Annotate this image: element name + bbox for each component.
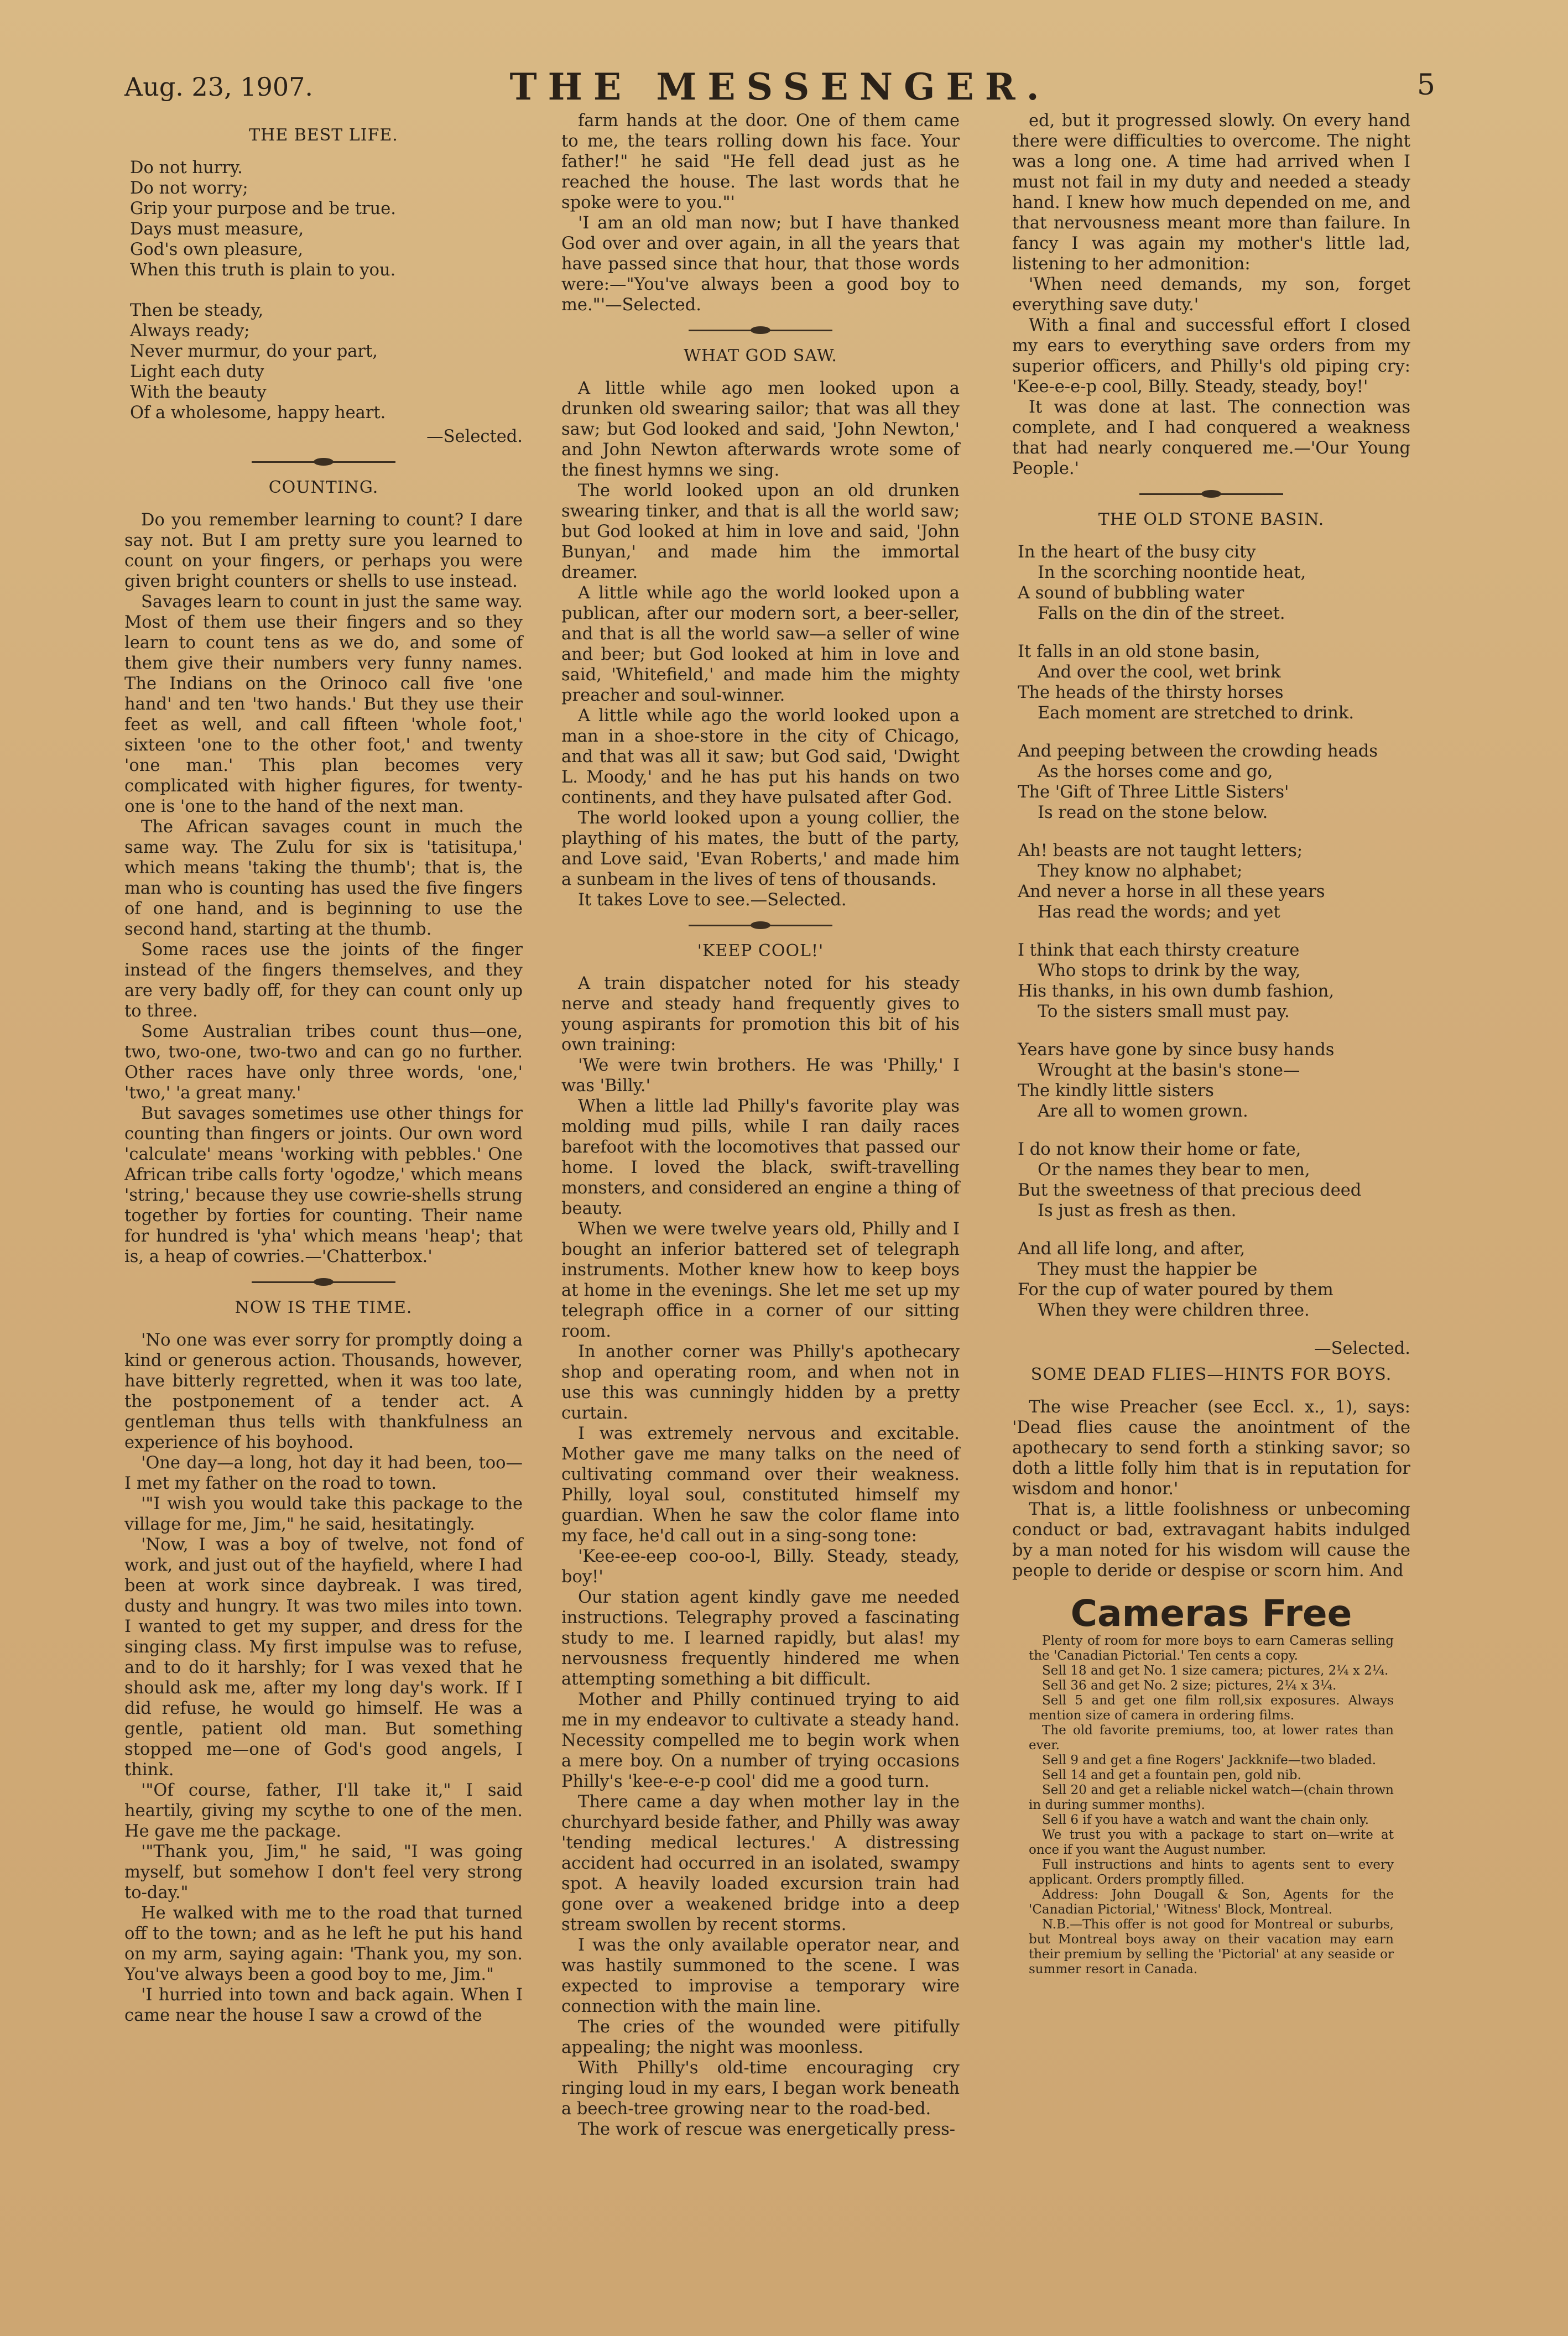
poem-stanza xyxy=(1018,1040,1410,1122)
poem-line: The 'Gift of Three Little Sisters' xyxy=(1018,783,1289,802)
paragraph: Mother and Philly continued trying to aid me in my endeavor to cultivate a steady hand. Necessity compelled me to begin work when a mere boy. On a number of trying occasions Philly's 'kee-e-e-p cool' did me a good turn. xyxy=(561,1690,960,1791)
paragraph: But savages sometimes use other things for counting than fingers or joints. Our own word 'calculate' means 'working with pebbles.' One African tribe calls forty 'ogodze,' which means 'string,' because they use cowrie-shells strung together by forties for counting. Their name for hundred is 'yha' which means 'heap'; that is, a heap of cowries.—'Chatterbox.' xyxy=(124,1104,523,1266)
paragraph: I was extremely nervous and excitable. Mother gave me many talks on the need of cultivating command over their weakness. Philly, loyal soul, constituted himself my guardian. When he saw the color flame into my face, he'd call out in a sing-song tone: xyxy=(561,1424,960,1546)
cameras-advertisement xyxy=(1012,1592,1410,1977)
page-number: 5 xyxy=(1416,69,1435,102)
masthead xyxy=(124,65,1435,109)
paragraph: '"Of course, father, I'll take it," I said heartily, giving my scythe to one of the men. He gave me the package. xyxy=(124,1781,523,1841)
paragraph: Sell 20 and get a reliable nickel watch—(chain thrown in during summer months). xyxy=(1029,1783,1394,1812)
poem-line: Has read the words; and yet xyxy=(1038,903,1280,922)
poem-line: They know no alphabet; xyxy=(1038,862,1243,881)
poem-line: Of a wholesome, happy heart. xyxy=(130,403,386,423)
poem-line: Grip your purpose and be true. xyxy=(130,199,397,218)
paragraph: There came a day when mother lay in the churchyard beside father, and Philly was away 'tending medical lectures.' A distressing accident had occurred in an isolated, swampy spot. A heavily loaded excursion train had gone over a weakened bridge into a deep stream swollen by recent storms. xyxy=(561,1792,960,1934)
paragraph: Sell 18 and get No. 1 size camera; pictures, 2¼ x 2¼. xyxy=(1042,1664,1389,1678)
article-title-now: NOW IS THE TIME. xyxy=(235,1298,413,1317)
poem-stanza xyxy=(1018,1239,1410,1321)
paragraph: The world looked upon an old drunken swearing tinker, and that is all the world saw; but God looked at him in love and said, 'John Bunyan,' and made him the immortal dreamer. xyxy=(561,481,960,582)
paragraph: The world looked upon a young collier, the plaything of his mates, the butt of the party, and Love said, 'Evan Roberts,' and made him a sunbeam in the lives of tens of thousands. xyxy=(561,809,960,889)
column-1 xyxy=(124,111,523,2026)
paragraph: Sell 5 and get one film roll,six exposures. Always mention size of camera in ordering films. xyxy=(1029,1693,1394,1723)
poem-line: The kindly little sisters xyxy=(1018,1081,1214,1101)
poem-line: Who stops to drink by the way, xyxy=(1038,961,1301,981)
paragraph: We trust you with a package to start on—write at once if you want the August number. xyxy=(1029,1828,1394,1857)
poem-line: Or the names they bear to men, xyxy=(1038,1160,1310,1180)
paragraph: I was the only available operator near, and was hastily summoned to the scene. I was expected to improvise a temporary wire connection with the main line. xyxy=(561,1936,960,2016)
poem-stanza xyxy=(130,300,523,423)
poem-stanza xyxy=(1018,542,1410,624)
paragraph: Our station agent kindly gave me needed instructions. Telegraphy proved a fascinating study to me. I learned rapidly, but alas! my nervousness frequently hindered me when attempting something a bit difficult. xyxy=(561,1588,960,1689)
poem-line: It falls in an old stone basin, xyxy=(1018,642,1260,661)
article-body-keep-cool xyxy=(561,973,960,2140)
poem-line: When this truth is plain to you. xyxy=(130,260,396,280)
article-body-now xyxy=(124,1330,523,2026)
paragraph: Sell 9 and get a fine Rogers' Jackknife—two bladed. xyxy=(1042,1753,1377,1767)
poem-old-stone-basin xyxy=(1018,542,1410,1321)
section-divider xyxy=(689,925,832,926)
column-2 xyxy=(561,111,960,2140)
article-body-flies xyxy=(1012,1397,1410,1581)
paragraph: 'One day—a long, hot day it had been, too—I met my father on the road to town. xyxy=(124,1453,523,1493)
paragraph: N.B.—This offer is not good for Montreal or suburbs, but Montreal boys away on their vacation may earn their premium by selling the 'Pictorial' at any seaside or summer resort in Canada. xyxy=(1029,1917,1394,1977)
poem-line: Are all to women grown. xyxy=(1038,1102,1248,1121)
ad-title: Cameras Free xyxy=(1070,1592,1352,1635)
paragraph: That is, a little foolishness or unbecoming conduct or bad, extravagant habits indulged by a man noted for his wisdom will cause the people to deride or despise or scorn him. And xyxy=(1012,1500,1410,1581)
poem-stanza xyxy=(1018,940,1410,1022)
paragraph: Full instructions and hints to agents sent to every applicant. Orders promptly filled. xyxy=(1029,1858,1394,1887)
poem-signature: —Selected. xyxy=(426,427,523,446)
poem-signature: —Selected. xyxy=(1314,1339,1410,1358)
article-title-counting: COUNTING. xyxy=(268,478,379,497)
poem-line: When they were children three. xyxy=(1038,1301,1310,1320)
article-body-god-saw xyxy=(561,378,960,910)
paragraph: A little while ago the world looked upon a man in a shoe-store in the city of Chicago, and that was all it saw; but God said, 'Dwight L. Moody,' and he has put his hands on two continents, and they have pulsated after God. xyxy=(561,706,960,807)
poem-stanza xyxy=(1018,642,1410,723)
poem-line: Is read on the stone below. xyxy=(1038,803,1268,822)
paragraph: It was done at last. The connection was complete, and I had conquered a weakness that had nearly conquered me.—'Our Young People.' xyxy=(1012,398,1410,478)
poem-line: Is just as fresh as then. xyxy=(1038,1201,1237,1221)
newspaper-title: THE MESSENGER. xyxy=(509,65,1050,108)
poem-line: Ah! beasts are not taught letters; xyxy=(1018,841,1303,861)
paragraph: The work of rescue was energetically press- xyxy=(578,2120,956,2139)
poem-stanza xyxy=(130,158,523,280)
paragraph: 'Kee-ee-eep coo-oo-l, Billy. Steady, steady, boy!' xyxy=(561,1547,960,1587)
paragraph: Sell 6 if you have a watch and want the chain only. xyxy=(1042,1813,1369,1827)
paragraph: When we were twelve years old, Philly and I bought an inferior battered set of telegraph instruments. Mother knew how to keep boys at home in the evenings. She let me set up my telegraph office in a corner of our sitting room. xyxy=(561,1219,960,1341)
paragraph: Some Australian tribes count thus—one, two, two-one, two-two and can go no further. Other races have only three words, 'one,' 'two,' 'a great many.' xyxy=(124,1022,523,1103)
poem-line: And peeping between the crowding heads xyxy=(1018,742,1378,761)
article-body-counting xyxy=(124,510,523,1267)
poem-line: In the scorching noontide heat, xyxy=(1038,563,1306,582)
poem-stanza xyxy=(1018,1139,1410,1221)
paragraph: 'No one was ever sorry for promptly doing a kind or generous action. Thousands, however, have bitterly regretted, when it was too late, the postponement of a tender act. A gentleman thus tells with thankfulness an experience of his boyhood. xyxy=(124,1331,523,1452)
paragraph: When a little lad Philly's favorite play was molding mud pills, while I ran daily races barefoot with the locomotives that passed our home. I loved the black, swift-travelling monsters, and considered an engine a thing of beauty. xyxy=(561,1097,960,1218)
paragraph: The old favorite premiums, too, at lower rates than ever. xyxy=(1029,1723,1394,1753)
poem-line: Falls on the din of the street. xyxy=(1038,604,1285,623)
paragraph: ed, but it progressed slowly. On every hand there were difficulties to overcome. The night was a long one. A time had arrived when I must not fail in my duty and needed a steady hand. I knew how much depended on me, and that nervousness meant more than failure. In fancy I was again my mother's little lad, listening to her admonition: xyxy=(1012,111,1410,274)
poem-line: To the sisters small must pay. xyxy=(1038,1002,1290,1021)
paragraph: farm hands at the door. One of them came to me, the tears rolling down his face. Your father!" he said "He fell dead just as he reached the house. The last words that he spoke were to you."' xyxy=(561,111,960,212)
poem-line: Do not hurry. xyxy=(130,158,243,178)
poem-best-life xyxy=(130,158,523,423)
paragraph: In another corner was Philly's apothecary shop and operating room, and when not in use this was cunningly hidden by a pretty curtain. xyxy=(561,1342,960,1423)
section-divider xyxy=(252,1281,395,1283)
poem-line: In the heart of the busy city xyxy=(1018,543,1256,562)
paragraph: Some races use the joints of the finger instead of the fingers themselves, and they are very badly off, for they can count only up to three. xyxy=(124,940,523,1021)
paragraph: Address: John Dougall & Son, Agents for the 'Canadian Pictorial,' 'Witness' Block, Montreal. xyxy=(1029,1887,1394,1917)
article-title-basin: THE OLD STONE BASIN. xyxy=(1098,510,1325,529)
poem-line: Days must measure, xyxy=(130,220,304,239)
poem-line: Light each duty xyxy=(130,362,264,382)
paragraph: 'When need demands, my son, forget everything save duty.' xyxy=(1012,275,1410,315)
poem-line: But the sweetness of that precious deed xyxy=(1018,1181,1362,1200)
paragraph: A train dispatcher noted for his steady nerve and steady hand frequently gives to young aspirants for promotion this bit of his own training: xyxy=(561,974,960,1055)
paragraph: 'I am an old man now; but I have thanked God over and over again, in all the years that have passed since that hour, that those words were:—"You've always been a good boy to me."'—Selected. xyxy=(561,213,960,315)
poem-line: Years have gone by since busy hands xyxy=(1018,1040,1335,1060)
poem-stanza xyxy=(1018,841,1410,922)
paragraph: A little while ago the world looked upon a publican, after our modern sort, a beer-seller, and that is all the world saw—a seller of wine and beer; but God looked at him in love and said, 'Whitefield,' and made him the mighty preacher and soul-winner. xyxy=(561,583,960,705)
poem-line: For the cup of water poured by them xyxy=(1018,1280,1333,1300)
paragraph: Do you remember learning to count? I dare say not. But I am pretty sure you learned to count on your fingers, or perhaps you were given bright counters or shells to use instead. xyxy=(124,510,523,591)
paragraph: Sell 36 and get No. 2 size; pictures, 2¼ x 3¼. xyxy=(1042,1678,1337,1693)
poem-line: And all life long, and after, xyxy=(1018,1239,1246,1259)
poem-line: They must the happier be xyxy=(1038,1260,1258,1279)
poem-line: God's own pleasure, xyxy=(130,240,303,259)
paragraph: Savages learn to count in just the same way. Most of them use their fingers and so they learn to count tens as we do, and some of them give their numbers very funny names. The Indians on the Orinoco call five 'one hand' and ten 'two hands.' But they use their feet as well, and call fifteen 'whole foot,' sixteen 'one to the other foot,' and twenty 'one man.' This plan becomes very complicated with higher figures, for twenty-one is 'one to the hand of the next man. xyxy=(124,592,523,816)
poem-line: With the beauty xyxy=(130,383,267,402)
paragraph: The wise Preacher (see Eccl. x., 1), says: 'Dead flies cause the anointment of the apothecary to send forth a stinking savor; so doth a little folly him that is in reputation for wisdom and honor.' xyxy=(1012,1398,1410,1499)
article-continuation xyxy=(561,111,960,315)
paragraph: '"Thank you, Jim," he said, "I was going myself, but somehow I don't feel very strong to-day." xyxy=(124,1842,523,1902)
paragraph: It takes Love to see.—Selected. xyxy=(578,890,847,910)
paragraph: With a final and successful effort I closed my ears to everything save orders from my superior officers, and Philly's old piping cry: 'Kee-e-e-p cool, Billy. Steady, steady, boy!' xyxy=(1012,316,1410,397)
paragraph: With Philly's old-time encouraging cry ringing loud in my ears, I began work beneath a beech-tree growing near to the road-bed. xyxy=(561,2058,960,2119)
article-continuation xyxy=(1012,111,1410,479)
paragraph: Sell 14 and get a fountain pen, gold nib. xyxy=(1042,1768,1301,1782)
column-3 xyxy=(1012,111,1410,1977)
poem-line: I do not know their home or fate, xyxy=(1018,1140,1301,1159)
paragraph: The cries of the wounded were pitifully appealing; the night was moonless. xyxy=(561,2017,960,2057)
poem-line: Never murmur, do your part, xyxy=(130,342,378,361)
issue-date: Aug. 23, 1907. xyxy=(124,72,314,102)
paragraph: 'We were twin brothers. He was 'Philly,' I was 'Billy.' xyxy=(561,1056,960,1096)
paragraph: 'Now, I was a boy of twelve, not fond of work, and just out of the hayfield, where I had been at work since daybreak. I was tired, dusty and hungry. It was two miles into town. I wanted to get my supper, and dress for the singing class. My first impulse was to refuse, and to do it harshly; for I was vexed that he should ask me, after my long day's work. If I did refuse, he would go himself. He was a gentle, patient old man. But something stopped me—one of God's good angels, I think. xyxy=(124,1535,523,1780)
paragraph: '"I wish you would take this package to the village for me, Jim," he said, hesitatingly. xyxy=(124,1494,523,1534)
poem-line: The heads of the thirsty horses xyxy=(1018,683,1284,702)
article-title-keep-cool: 'KEEP COOL!' xyxy=(697,941,824,961)
poem-line: And never a horse in all these years xyxy=(1018,882,1325,901)
poem-line: I think that each thirsty creature xyxy=(1018,941,1300,960)
poem-line: Each moment are stretched to drink. xyxy=(1038,703,1355,723)
section-divider xyxy=(1139,493,1283,495)
poem-line: Do not worry; xyxy=(130,179,248,198)
article-title-flies: SOME DEAD FLIES—HINTS FOR BOYS. xyxy=(1030,1365,1392,1384)
poem-line: As the horses come and go, xyxy=(1038,762,1273,781)
paragraph: Plenty of room for more boys to earn Cameras selling the 'Canadian Pictorial.' Ten cents a copy. xyxy=(1029,1634,1394,1663)
article-title-god-saw: WHAT GOD SAW. xyxy=(684,346,837,366)
poem-line: Then be steady, xyxy=(130,301,264,320)
ad-body xyxy=(1029,1634,1394,1977)
poem-stanza xyxy=(1018,741,1410,823)
paragraph: The African savages count in much the same way. The Zulu for six is 'tatisitupa,' which means 'taking the thumb'; that is, the man who is counting has used the five fingers of one hand, and is beginning to use the second hand, starting at the thumb. xyxy=(124,817,523,939)
article-title-best-life: THE BEST LIFE. xyxy=(249,126,398,145)
paragraph: He walked with me to the road that turned off to the town; and as he left he put his hand on my arm, saying again: 'Thank you, my son. You've always been a good boy to me, Jim." xyxy=(124,1904,523,1984)
poem-line: Wrought at the basin's stone— xyxy=(1038,1061,1300,1080)
poem-line: His thanks, in his own dumb fashion, xyxy=(1018,982,1335,1001)
section-divider xyxy=(252,461,395,463)
poem-line: Always ready; xyxy=(130,321,250,341)
paragraph: 'I hurried into town and back again. When I came near the house I saw a crowd of the xyxy=(124,1985,523,2025)
section-divider xyxy=(689,330,832,331)
poem-line: A sound of bubbling water xyxy=(1018,583,1244,603)
paragraph: A little while ago men looked upon a drunken old swearing sailor; that was all they saw; but God looked and said, 'John Newton,' and John Newton afterwards wrote some of the finest hymns we sing. xyxy=(561,379,960,480)
poem-line: And over the cool, wet brink xyxy=(1038,663,1281,682)
